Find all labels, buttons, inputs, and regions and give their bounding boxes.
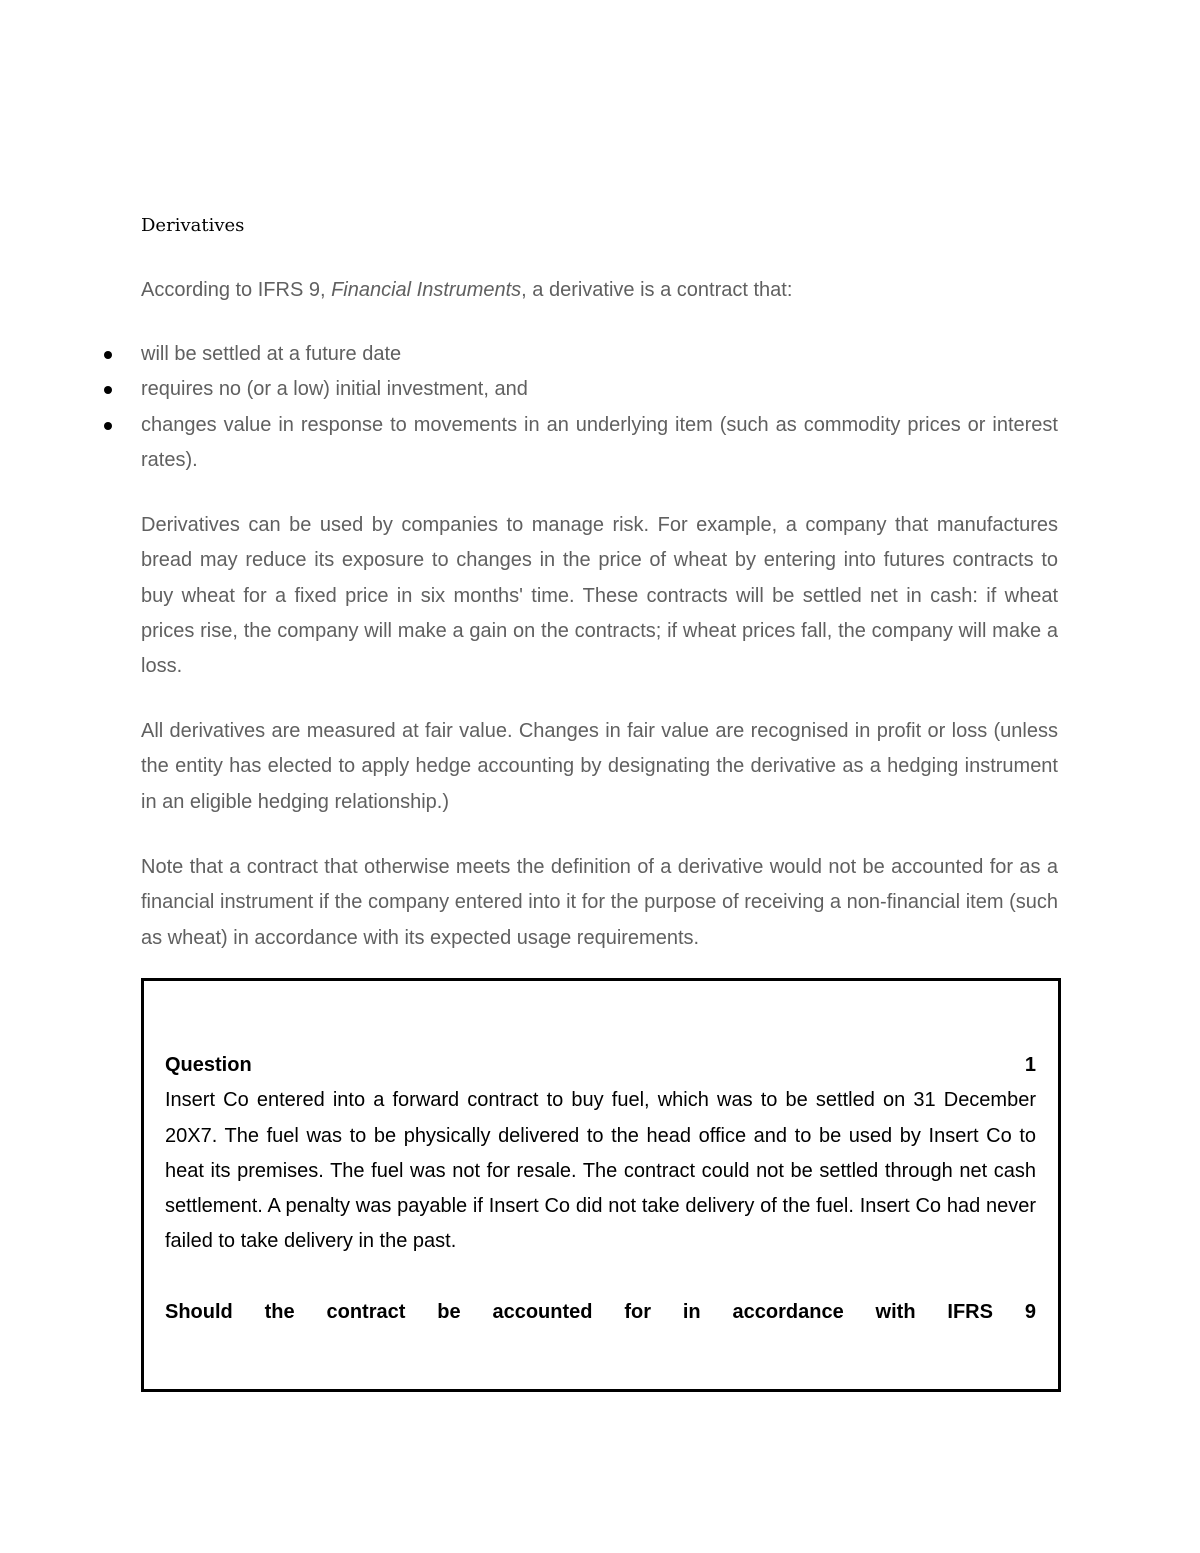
paragraph-risk-management: Derivatives can be used by companies to manage risk. For example, a company that manufactures bread may reduce its exposure to changes in the price of wheat by entering into futures contracts to buy wheat for a fixed price in six months' time. These contracts will be settled net in cash: if wheat prices rise, the company will make a gain on the contracts; if wheat prices fall, the company will make a loss. (141, 514, 1058, 678)
question-prompt (165, 1295, 1036, 1330)
bullet-icon (104, 351, 112, 359)
prompt-word: accounted (492, 1300, 593, 1323)
bullet-list (141, 337, 1058, 478)
prompt-word: contract (326, 1300, 406, 1323)
bullet-item (141, 337, 1058, 372)
prompt-word: accordance (732, 1300, 844, 1323)
bullet-icon (104, 386, 112, 394)
question-body: Insert Co entered into a forward contract to buy fuel, which was to be settled on 31 December 20X7. The fuel was to be physically delivered to the head office and to be used by Insert Co to heat its premises. The fuel was not for resale. The contract could not be settled through net cash settlement. A penalty was payable if Insert Co did not take delivery of the fuel. Insert Co had never failed to take delivery in the past. (165, 1089, 1036, 1253)
bullet-text: will be settled at a future date (141, 343, 402, 365)
question-box (141, 978, 1061, 1392)
section-heading: Derivatives (141, 215, 245, 236)
bullet-item (141, 408, 1058, 479)
intro-emphasis: Financial Instruments (331, 279, 522, 301)
bullet-icon (104, 422, 112, 430)
prompt-word: in (682, 1300, 701, 1323)
prompt-word: 9 (1024, 1300, 1036, 1323)
question-title-row (165, 1048, 1036, 1083)
prompt-word: IFRS (947, 1300, 993, 1323)
intro-text-before: According to IFRS 9, (141, 279, 332, 301)
intro-paragraph (141, 273, 1058, 308)
prompt-word: be (437, 1300, 461, 1323)
bullet-text: requires no (or a low) initial investment, and (141, 378, 528, 401)
prompt-word: with (875, 1300, 916, 1323)
paragraph-own-use-note: Note that a contract that otherwise meets the definition of a derivative would not be accounted for as a financial instrument if the company entered into it for the purpose of receiving a non-financial item (such as wheat) in accordance with its expected usage requirements. (141, 856, 1058, 949)
bullet-text: changes value in response to movements in an underlying item (such as commodity prices or interest rates). (141, 413, 1058, 471)
prompt-word: the (264, 1300, 295, 1323)
prompt-word: for (624, 1300, 652, 1323)
bullet-item (141, 372, 1058, 407)
question-number: 1 (1024, 1054, 1036, 1076)
paragraph-fair-value: All derivatives are measured at fair value. Changes in fair value are recognised in profit or loss (unless the entity has elected to apply hedge accounting by designating the derivative as a hedging instrument in an eligible hedging relationship.) (141, 720, 1058, 813)
question-content (165, 1048, 1036, 1330)
intro-text-after: , a derivative is a contract that: (521, 279, 793, 301)
question-label: Question (165, 1054, 252, 1076)
prompt-word: Should (165, 1300, 233, 1323)
